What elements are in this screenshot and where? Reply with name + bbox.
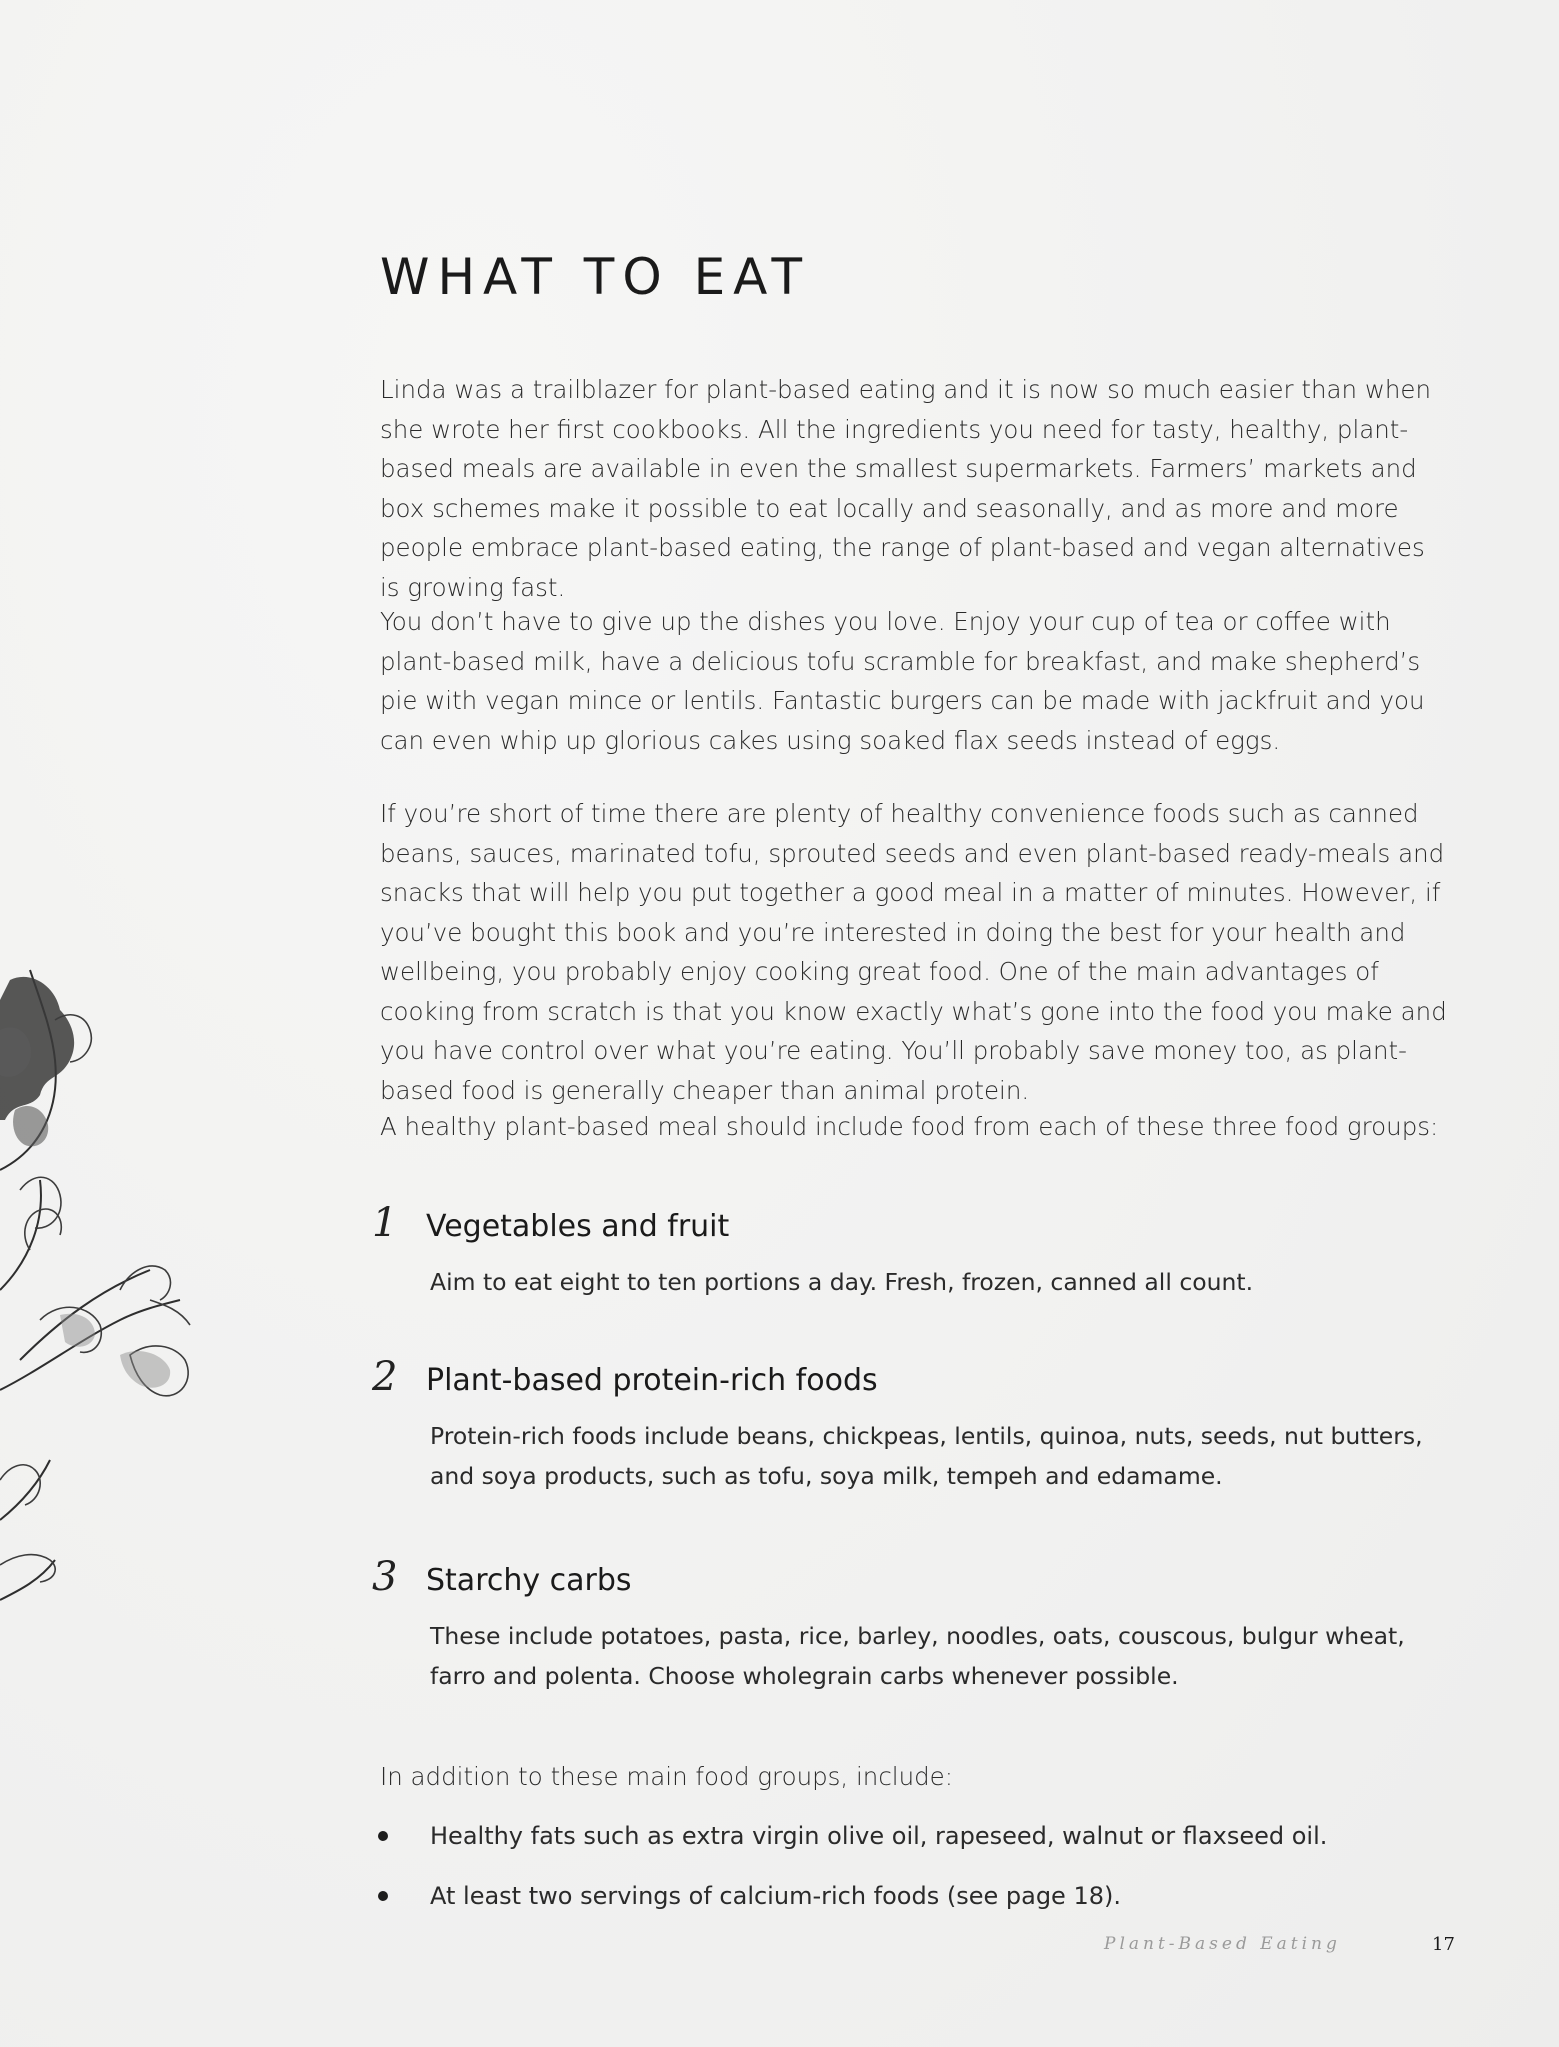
food-group-2 (372, 1354, 1452, 1496)
bullet-icon (378, 1891, 388, 1901)
list-item-text: Healthy fats such as extra virgin olive oil, rapeseed, walnut or flaxseed oil. (430, 1822, 1328, 1850)
food-group-1 (372, 1200, 1452, 1302)
addition-list (372, 1816, 1452, 1936)
food-group-number: 2 (372, 1354, 398, 1400)
bullet-icon (378, 1831, 388, 1841)
food-group-number: 1 (372, 1200, 398, 1246)
food-group-number: 3 (372, 1554, 398, 1600)
convenience-paragraph: If you’re short of time there are plenty of healthy convenience foods such as canned beans, sauces, marinated tofu, sprouted seeds and even plant-based ready-meals and snacks that will help you put together a good meal in a matter of minutes. However, if you’ve bought this book and you’re interested in doing the best for your health and wellbeing, you probably enjoy cooking great food. One of the main advantages of cooking from scratch is that you know exactly what’s gone into the food you make and you have control over what you’re eating. You’ll probably save money too, as plant-based food is generally cheaper than animal protein. (380, 799, 1447, 1105)
food-groups-intro: A healthy plant-based meal should include food from each of these three food groups: (380, 1112, 1439, 1141)
page-number: 17 (1432, 1934, 1455, 1955)
list-item-text: At least two servings of calcium-rich foods (see page 18). (430, 1882, 1121, 1910)
food-group-description: Aim to eat eight to ten portions a day. Fresh, frozen, canned all count. (430, 1268, 1254, 1296)
page-title: WHAT TO EAT (380, 248, 811, 306)
parsley-illustration (0, 960, 210, 1660)
food-group-description: These include potatoes, pasta, rice, barley, noodles, oats, couscous, bulgur wheat, farro and polenta. Choose wholegrain carbs whenever possible. (430, 1622, 1405, 1690)
intro-paragraph: Linda was a trailblazer for plant-based eating and it is now so much easier than when she wrote her first cookbooks. All the ingredients you need for tasty, healthy, plant-based meals are available in even the smallest supermarkets. Farmers’ markets and box schemes make it possible to eat locally and seasonally, and as more and more people embrace plant-based eating, the range of plant-based and vegan alternatives is growing fast. (380, 375, 1432, 602)
list-item (372, 1876, 1452, 1916)
food-group-title: Vegetables and fruit (426, 1209, 730, 1244)
running-footer-title: Plant-Based Eating (1104, 1934, 1341, 1954)
food-group-title: Plant-based protein-rich foods (426, 1363, 878, 1398)
food-group-3 (372, 1554, 1452, 1696)
food-group-title: Starchy carbs (426, 1563, 632, 1598)
food-group-description: Protein-rich foods include beans, chickpeas, lentils, quinoa, nuts, seeds, nut butters, and soya products, such as tofu, soya milk, tempeh and edamame. (430, 1422, 1423, 1490)
dishes-paragraph: You don’t have to give up the dishes you love. Enjoy your cup of tea or coffee with plant-based milk, have a delicious tofu scramble for breakfast, and make shepherd’s pie with vegan mince or lentils. Fantastic burgers can be made with jackfruit and you can even whip up glorious cakes using soaked flax seeds instead of eggs. (380, 607, 1425, 755)
list-item (372, 1816, 1452, 1856)
addition-intro: In addition to these main food groups, include: (380, 1762, 954, 1791)
